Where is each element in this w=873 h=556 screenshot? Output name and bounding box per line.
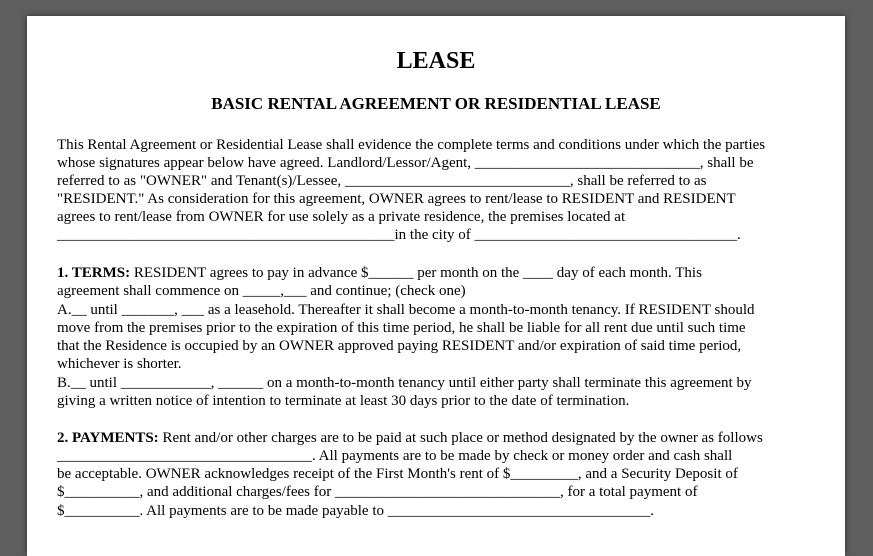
terms-line: that the Residence is occupied by an OWNER approved paying RESIDENT and/or expiration of said time period, [57, 338, 742, 354]
terms-line: agreement shall commence on _____,___ and continue; (check one) [57, 283, 466, 299]
intro-line: This Rental Agreement or Residential Lease shall evidence the complete terms and conditions under which the parties [57, 137, 766, 153]
intro-line: referred to as "OWNER" and Tenant(s)/Lessee, ______________________________, shall be referred to as [57, 173, 707, 189]
terms-line: move from the premises prior to the expiration of this time period, he shall be liable for all rent due until such time [57, 320, 746, 336]
document-subtitle: BASIC RENTAL AGREEMENT OR RESIDENTIAL LEASE [211, 94, 661, 113]
intro-line: agrees to rent/lease from OWNER for use solely as a private residence, the premises located at [57, 209, 626, 225]
terms-heading: 1. TERMS: [57, 265, 131, 281]
terms-line: giving a written notice of intention to terminate at least 30 days prior to the date of termination. [57, 393, 630, 409]
terms-line: whichever is shorter. [57, 356, 182, 372]
terms-text: RESIDENT agrees to pay in advance $______ per month on the ____ day of each month. This [130, 265, 702, 281]
payments-line: be acceptable. OWNER acknowledges receipt of the First Month's rent of $_________, and a Security Deposit of [57, 466, 738, 482]
payments-line: __________________________________. All payments are to be made by check or money order and cash shall [57, 448, 733, 464]
intro-line: "RESIDENT." As consideration for this agreement, OWNER agrees to rent/lease to RESIDENT and RESIDENT [57, 191, 736, 207]
terms-line: A.__ until _______, ___ as a leasehold. Thereafter it shall become a month-to-month tenancy. If RESIDENT should [57, 302, 755, 318]
payments-line: $__________. All payments are to be made payable to ___________________________________. [57, 503, 655, 519]
payments-line: $__________, and additional charges/fees for ______________________________, for a total payment of [57, 484, 698, 500]
payments-first-line [57, 429, 763, 447]
payments-text: Rent and/or other charges are to be paid at such place or method designated by the owner as follows [158, 430, 763, 446]
intro-line: _____________________________________________in the city of ___________________________________. [57, 227, 741, 243]
intro-line: whose signatures appear below have agreed. Landlord/Lessor/Agent, ______________________________, shall be [57, 155, 754, 171]
terms-line: B.__ until ____________, ______ on a month-to-month tenancy until either party shall terminate this agreement by [57, 375, 752, 391]
terms-first-line [57, 264, 702, 282]
payments-heading: 2. PAYMENTS: [57, 430, 159, 446]
document-page [27, 16, 845, 556]
document-title: LEASE [396, 48, 476, 74]
